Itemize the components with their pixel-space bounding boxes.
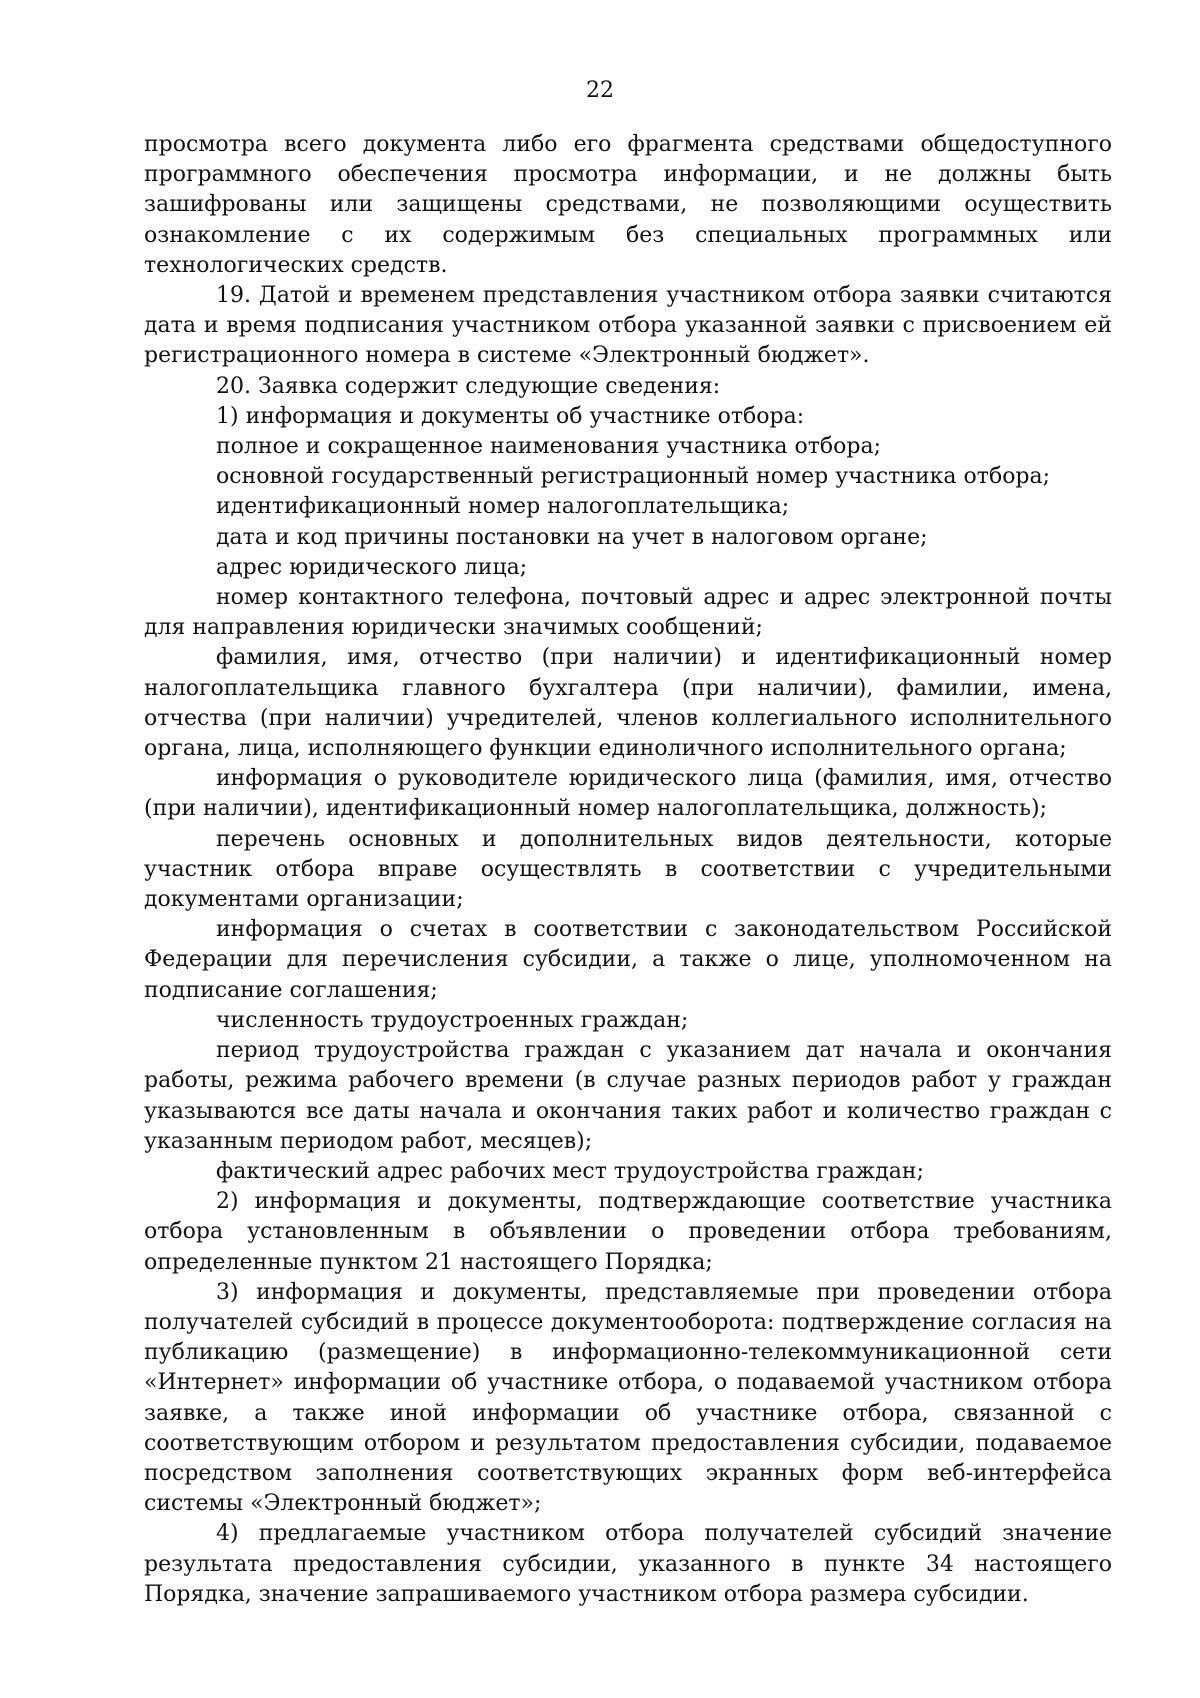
paragraph: 4) предлагаемые участником отбора получателей субсидий значение результата предоставления субсидии, указанного в пункте 34 настоящего Порядка, значение запрашиваемого участником отбора размера субсидии. [144, 1521, 1112, 1607]
paragraph: адрес юридического лица; [216, 554, 528, 580]
paragraph: фамилия, имя, отчество (при наличии) и идентификационный номер налогоплательщика главного бухгалтера (при наличии), фамилии, имена, отчества (при наличии) учредителей, членов коллегиального исполнительного органа, лица, исполняющего функции единоличного исполнительного органа; [144, 645, 1112, 762]
paragraph: 3) информация и документы, представляемые при проведении отбора получателей субсидий в процессе документооборота: подтверждение согласия на публикацию (размещение) в информационно-телекоммуникационной сети «Интернет» информации об участнике отбора, о подаваемой участником отбора заявке, а также иной информации об участнике отбора, связанной с соответствующим отбором и результатом предоставления субсидии, подаваемое посредством заполнения соответствующих экранных форм веб-интерфейса системы «Электронный бюджет»; [144, 1279, 1112, 1517]
paragraph: основной государственный регистрационный номер участника отбора; [216, 464, 1051, 490]
paragraph: фактический адрес рабочих мест трудоустройства граждан; [216, 1158, 924, 1184]
paragraph: просмотра всего документа либо его фрагмента средствами общедоступного программного обеспечения просмотра информации, и не должны быть зашифрованы или защищены средствами, не позволяющими осуществить ознакомление с их содержимым без специальных программных или технологических средств. [144, 132, 1112, 278]
paragraph: информация о счетах в соответствии с законодательством Российской Федерации для перечисления субсидии, а также о лице, уполномоченном на подписание соглашения; [144, 917, 1112, 1003]
paragraph: 20. Заявка содержит следующие сведения: [216, 373, 721, 399]
paragraph: 19. Датой и временем представления участником отбора заявки считаются дата и время подписания участником отбора указанной заявки с присвоением ей регистрационного номера в системе «Электронный бюджет». [144, 283, 1112, 369]
paragraph: полное и сокращенное наименования участника отбора; [216, 434, 882, 460]
paragraph: дата и код причины постановки на учет в налоговом органе; [216, 524, 928, 550]
paragraph: период трудоустройства граждан с указанием дат начала и окончания работы, режима рабочего времени (в случае разных периодов работ у граждан указываются все даты начала и окончания таких работ и количество граждан с указанным периодом работ, месяцев); [144, 1038, 1112, 1154]
paragraph: 1) информация и документы об участнике отбора: [216, 403, 805, 429]
paragraph: информация о руководителе юридического лица (фамилия, имя, отчество (при наличии), идентификационный номер налогоплательщика, должность); [144, 766, 1112, 822]
paragraph: численность трудоустроенных граждан; [216, 1007, 689, 1033]
paragraph: 2) информация и документы, подтверждающие соответствие участника отбора установленным в объявлении о проведении отбора требованиям, определенные пунктом 21 настоящего Порядка; [144, 1189, 1112, 1275]
paragraph: идентификационный номер налогоплательщика; [216, 494, 790, 520]
page-number: 22 [586, 78, 614, 103]
document-body [144, 130, 1112, 1610]
paragraph: номер контактного телефона, почтовый адрес и адрес электронной почты для направления юридически значимых сообщений; [144, 585, 1112, 641]
paragraph: перечень основных и дополнительных видов деятельности, которые участник отбора вправе осуществлять в соответствии с учредительными документами организации; [144, 826, 1112, 913]
